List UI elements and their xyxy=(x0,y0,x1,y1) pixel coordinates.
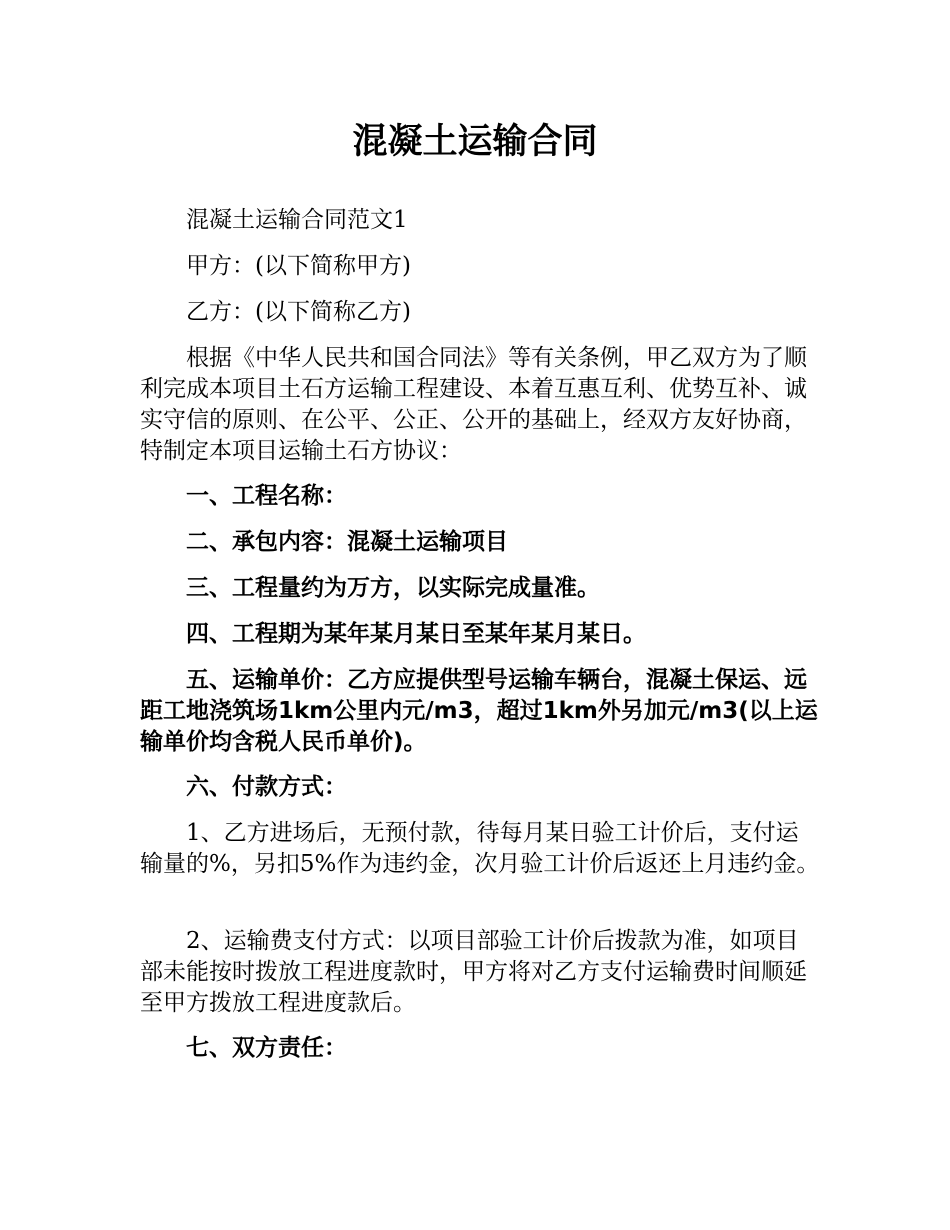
clause-payment-2: 2、运输费支付方式：以项目部验工计价后拨款为准，如项目部未能按时拨放工程进度款时，甲方将对乙方支付运输费时间顺延至甲方拨放工程进度款后。 xyxy=(140,928,807,1016)
intro-paragraph: 根据《中华人民共和国合同法》等有关条例，甲乙双方为了顺利完成本项目土石方运输工程建设、本着互惠互利、优势互补、诚实守信的原则、在公平、公正、公开的基础上，经双方友好协商，特制定本项目运输土石方协议： xyxy=(140,345,807,464)
section-payment-method: 六、付款方式： xyxy=(186,774,347,800)
party-a-line: 甲方：(以下简称甲方) xyxy=(186,253,411,279)
section-responsibilities: 七、双方责任： xyxy=(186,1035,347,1061)
section-unit-price: 五、运输单价：乙方应提供型号运输车辆台，混凝土保运、远距工地浇筑场1km公里内元/m3，超过1km外另加元/m3(以上运输单价均含税人民币单价)。 xyxy=(140,667,818,755)
clause-payment-1: 1、乙方进场后，无预付款，待每月某日验工计价后，支付运输量的%，另扣5%作为违约金，次月验工计价后返还上月违约金。 xyxy=(140,820,820,877)
section-project-name: 一、工程名称： xyxy=(186,483,347,509)
section-quantity: 三、工程量约为万方，以实际完成量准。 xyxy=(186,575,600,601)
section-period: 四、工程期为某年某月某日至某年某月某日。 xyxy=(186,621,646,647)
section-contract-content: 二、承包内容：混凝土运输项目 xyxy=(186,529,508,555)
party-b-line: 乙方：(以下简称乙方) xyxy=(186,299,411,325)
document-subtitle: 混凝土运输合同范文1 xyxy=(186,207,408,233)
document-title: 混凝土运输合同 xyxy=(352,122,598,162)
